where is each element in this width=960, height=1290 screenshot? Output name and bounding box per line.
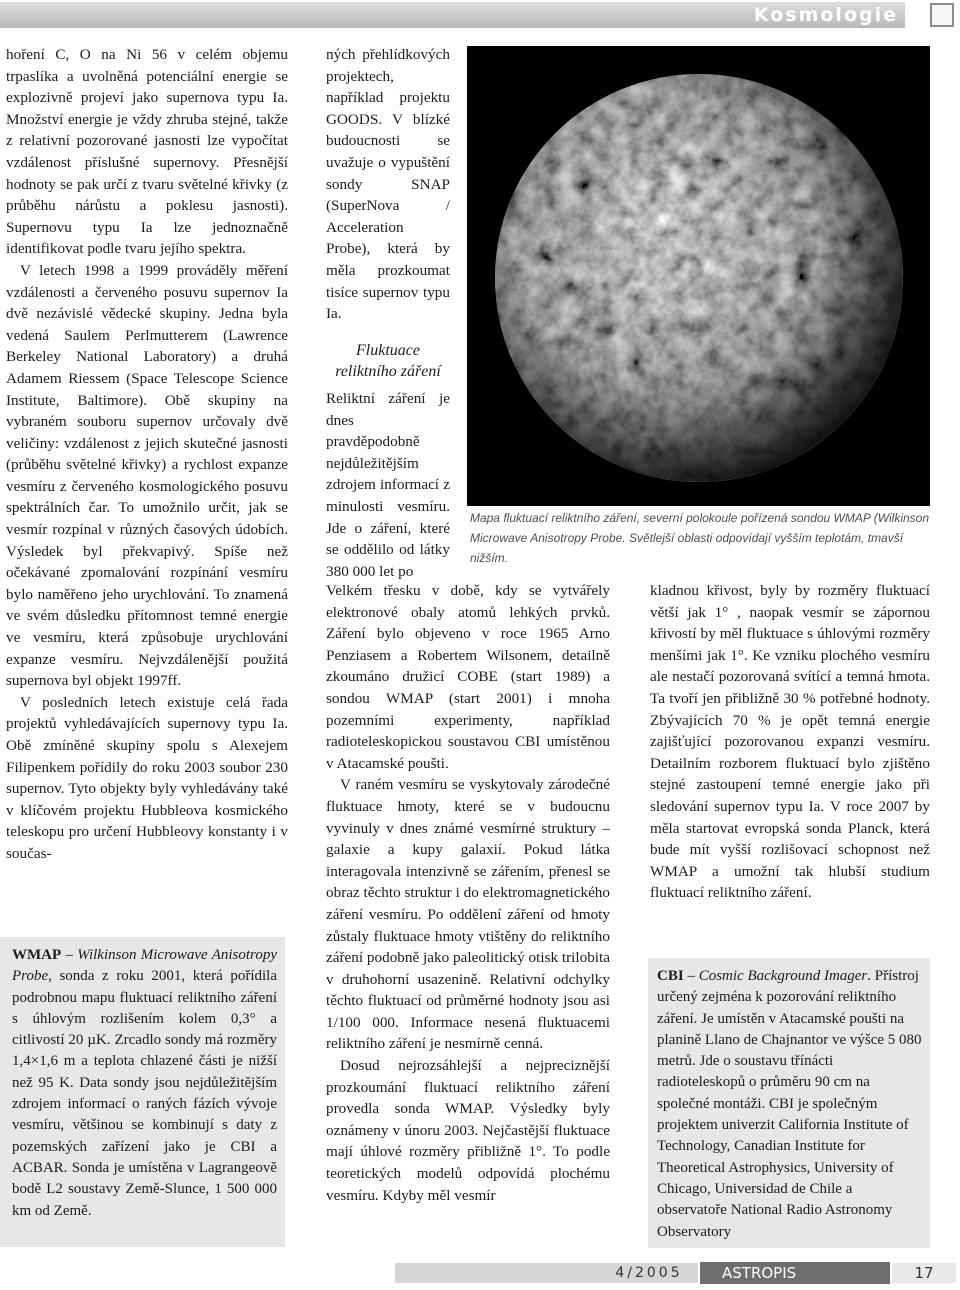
wmap-expansion: Wilkinson Microwave Anisotropy Probe <box>12 947 277 985</box>
wmap-dash: – <box>61 947 78 963</box>
paragraph: V letech 1998 a 1999 prováděly měření vzdálenosti a červeného posuvu supernov Ia dvě nezávislé vědecké skupiny. Jedna byla vedená Saulem Perlmutterem (Lawrence Berkeley National Laboratory) a druhá Adamem Riessem (Space Telescope Science Institute, Baltimore). Obě skupiny na vybraném souboru supernov určovaly dvě veličiny: vzdálenost z jejich skutečné jasnosti (průběhu světelné křivky) a rychlost expanze vesmíru z červeného kosmologického posuvu spektrálních čar. To umožnilo určit, jak se vesmír rozpínal v různých časových údobích. Výsledek byl překvapivý. Spíše než očekávané zpomalování rozpínání vesmíru bylo naměřeno jeho urychlování. To znamená ve svém důsledku přítomnost temné energie ve vesmíru, která způsobuje urychlování expanze vesmíru. Nejvzdálenější použitá supernova byl objekt 1997ff. <box>6 261 288 690</box>
article-column-2-bottom <box>326 580 610 1206</box>
paragraph: hoření C, O na Ni 56 v celém objemu trpaslíka a uvolněná potenciální energie se explozivně projeví jako supernova typu Ia. Množství energie je vždy zhruba stejné, takže z relativní pozorované jasnosti lze vypočítat vzdálenost příslušné supernovy. Přesnější hodnoty se pak určí z tvaru světelné křivky (z průběhu nárůstu a poklesu jasnosti). Supernovu typu Ia lze jednoznačně identifikovat podle tvaru jejího spektra. <box>6 46 288 258</box>
paragraph: V raném vesmíru se vyskytovaly zárodečné fluktuace hmoty, které se v budoucnu vyvinuly v dnes známé vesmírné struktury – galaxie a kupy galaxií. Pokud látka interagovala intenzivně se zářením, přenesl se obraz těchto struktur i do elektromagnetického záření vesmíru. Po oddělení záření od hmoty zůstaly fluktuace hmoty vtištěny do reliktního záření podobně jako paleolitický otisk trilobita v druhohorní usazenině. Relativní odchylky těchto fluktuací od průměrné hodnoty jsou asi 1/100 000. Informace nesená fluktuacemi reliktního záření je nesmírně cenná. <box>326 776 610 1053</box>
cbi-definition <box>657 966 922 1243</box>
cbi-dash: – <box>683 968 699 984</box>
paragraph: Velkém třesku v době, kdy se vytvářely elektronové obaly atomů lehkých prvků. Záření bylo objeveno v roce 1965 Arno Penziasem a Robertem Wilsonem, detailně zkoumáno družicí COBE (start 1989) a sondou WMAP (start 2001) i mnoha pozemními experimenty, například radioteleskopickou soustavou CBI umístěnou v Atacamské poušti. <box>326 582 610 772</box>
wmap-term: WMAP <box>12 947 62 963</box>
paragraph: kladnou křivost, byly by rozměry fluktuací větší jak 1° , naopak vesmír se zápornou křivostí by měl fluktuace s úhlovými rozměry menšími jak 1°. Ke vzniku plochého vesmíru ale nestačí pozorovaná svítící a temná hmota. Ta tvoří jen přibližně 30 % potřebné hodnoty. Zbývajících 70 % je opět temná energie zajišťující pozorovanou expanzi vesmíru. Detailním rozborem fluktuací bylo zjištěno stejné zastoupení temné energie jako při sledování supernov typu Ia. V roce 2007 by měla startovat evropská sonda Planck, která bude mít vyšší rozlišovací schopnost než WMAP a umožní tak hlubší studium fluktuací reliktního záření. <box>650 582 930 902</box>
wmap-text: , sonda z roku 2001, která pořídila podrobnou mapu fluktuací reliktního záření s úhlovým rozlišením kolem 0,3° a citlivostí 20 µK. Zrcadlo sondy má rozměry 1,4×1,6 m a teplota chlazené části je nižší než 95 K. Data sondy jsou nejdůležitějším zdrojem informací o raných fázích vývoje vesmíru, většinou se kombinují s daty z pozemských zařízení jako je CBI a ACBAR. Sonda je umístěna v Lagrangeově bodě L2 soustavy Země-Slunce, 1 500 000 km od Země. <box>12 968 277 1219</box>
subheading: Fluktuace reliktního záření <box>335 342 441 380</box>
paragraph: Dosud nejrozsáhlejší a nejpreciznější prozkoumání fluktuací reliktního záření provedla sonda WMAP. Výsledky byly oznámeny v únoru 2003. Nejčastější fluktuace mají úhlové rozměry přibližně 1°. To podle teoretických modelů odpovídá plochému vesmíru. Kdyby měl vesmír <box>326 1057 610 1204</box>
page-number: 17 <box>890 1263 956 1283</box>
wmap-info-box <box>0 937 285 1247</box>
cmb-sphere-image <box>467 46 930 506</box>
cbi-term: CBI <box>657 968 684 984</box>
cbi-info-box <box>648 958 930 1248</box>
section-title: Kosmologie <box>753 4 898 26</box>
paragraph: V posledních letech existuje celá řada projektů vyhledávajících supernovy typu Ia. Obě zmíněné skupiny spolu s Alexejem Filipenkem pořídily do roku 2003 soubor 230 supernov. Tyto objekty byly vyhledávány také v klíčovém projektu Hubbleova kosmického teleskopu pro určení Hubbleovy konstanty i v součas- <box>6 693 288 862</box>
article-column-2-intro <box>326 388 450 582</box>
article-column-3 <box>650 580 930 904</box>
paragraph: ných přehlídkových projektech, například projektu GOODS. V blízké budoucnosti se uvažuje o vypuštění sondy SNAP (SuperNova / Acceleration Probe), která by měla prozkoumat tisíce supernov typu Ia. <box>326 46 450 323</box>
wmap-definition <box>12 945 277 1222</box>
cbi-expansion: Cosmic Background Imager <box>698 968 868 984</box>
article-column-2-top <box>326 44 450 325</box>
cbi-text: . Přístroj určený zejména k pozorování reliktního záření. Je umístěn v Atacamské poušti na planině Llano de Chajnantor ve výšce 5 080 metrů. Jde o soustavu třínácti radioteleskopů o průměru 90 cm na společné montáži. CBI je společným projektem univerzit California Institute of Technology, Canadian Institute for Theoretical Astrophysics, University of Chicago, Universidad de Chile a observatoře National Radio Astronomy Observatory <box>657 968 922 1240</box>
magazine-logo: ASTROPIS <box>722 1264 797 1282</box>
header-corner-box <box>930 3 954 27</box>
issue-number: 4/2005 <box>615 1265 683 1281</box>
paragraph: Reliktní záření je dnes pravděpodobně nejdůležitějším zdrojem informací z minulosti vesmíru. Jde o záření, které se oddělilo od látky 380 000 let po <box>326 390 450 580</box>
cmb-map-figure <box>467 46 930 506</box>
figure-caption: Mapa fluktuací reliktního záření, severní polokoule pořízená sondou WMAP (Wilkinson Microwave Anisotropy Probe. Světlejší oblasti odpovídají vyšším teplotám, tmavší nižším. <box>470 511 930 565</box>
article-column-1 <box>6 44 288 865</box>
